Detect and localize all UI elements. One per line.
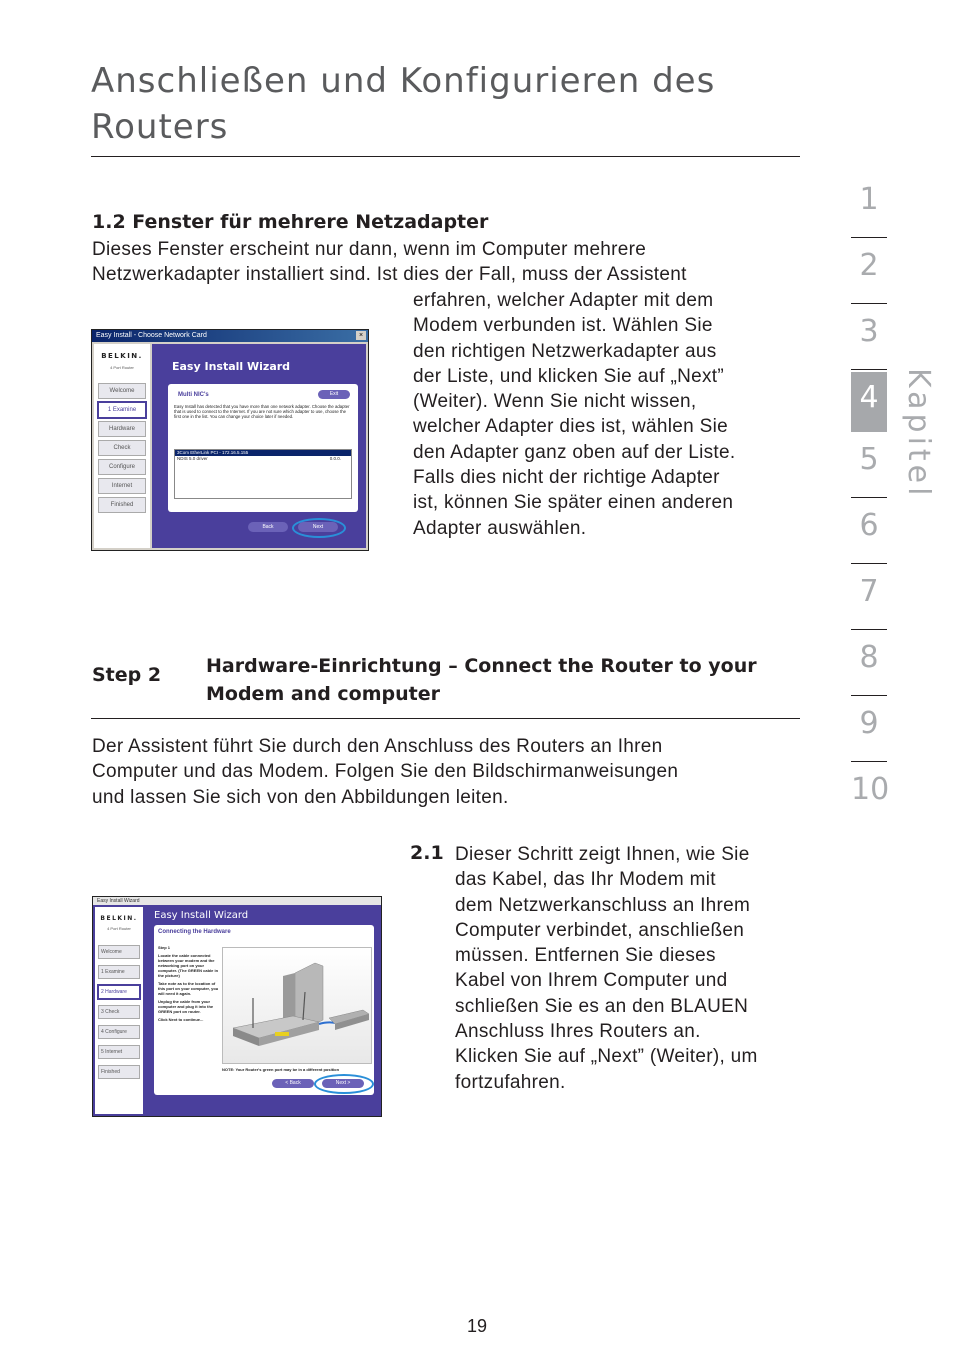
step-label: Step 2 bbox=[92, 664, 162, 686]
chapter-6[interactable]: 6 bbox=[851, 498, 887, 564]
wizard-main: Easy Install Wizard Multi NIC's Exit Easy Install has detected that you have more than one network adapter. Choose the adapter that is used to connect to the Internet. If you are not sure which adapter to use, choose the first one in the list. You can change your choice later if needed. 3Com EtherLink PCI - 172.16.5.155 NDIS 5.0 driver 0.0.0. Back Next bbox=[152, 344, 366, 548]
wizard-title: Easy Install Wizard bbox=[172, 360, 291, 373]
step-title: Hardware-Einrichtung – Connect the Router to your Modem and computer bbox=[206, 655, 757, 705]
belkin-logo: BELKIN. bbox=[101, 352, 143, 360]
hardware-illustration bbox=[222, 947, 372, 1064]
section-wrap-text: erfahren, welcher Adapter mit dem Modem verbunden ist. Wählen Sie den richtigen Netzwerkadapter aus der Liste, und klicken Sie auf „Next” (Weiter). Wenn Sie nicht wissen, welcher Adapter dies ist, wählen Sie den Adapter ganz oben auf der Liste. Falls dies nicht der richtige Adapter ist, können Sie später einen anderen Adapter auswählen. bbox=[413, 290, 736, 539]
close-icon: × bbox=[356, 331, 366, 340]
step-rule bbox=[91, 718, 800, 719]
window-titlebar: Easy Install - Choose Network Card × bbox=[92, 330, 368, 342]
highlight-circle bbox=[292, 518, 346, 538]
section-heading: 1.2 Fenster für mehrere Netzadapter bbox=[92, 211, 489, 233]
chapter-2[interactable]: 2 bbox=[851, 238, 887, 304]
screenshot-choose-network-card bbox=[91, 329, 369, 551]
highlight-circle bbox=[314, 1074, 374, 1094]
section-intro: Dieses Fenster erscheint nur dann, wenn im Computer mehrere Netzwerkadapter installiert sind. Ist dies der Fall, muss der Assistent bbox=[92, 239, 687, 286]
substep-number: 2.1 bbox=[410, 842, 444, 864]
chapter-1[interactable]: 1 bbox=[851, 172, 887, 238]
wizard-sidebar: BELKIN. 4 Port Router Welcome 1 Examine Hardware Check Configure Internet Finished bbox=[94, 344, 150, 548]
chapter-9[interactable]: 9 bbox=[851, 696, 887, 762]
wizard-sidebar: BELKIN. 4 Port Router Welcome 1 Examine 2 Hardware 3 Check 4 Configure 5 Internet Finished bbox=[95, 907, 143, 1114]
chapter-5[interactable]: 5 bbox=[851, 432, 887, 498]
page-number: 19 bbox=[466, 1316, 488, 1336]
chapter-3[interactable]: 3 bbox=[851, 304, 887, 370]
wizard-panel: Connecting the Hardware Step 1 Locate the cable connected between your modem and the networking port on your computer. (The GREEN cable in the picture) Take note as to the location of this port on your computer, you will need it again. Unplug the cable from your computer and plug it into the GREEN port on router. Click Next to continue... NOTE: Your Router's green port may be in a different position < Back Next > bbox=[154, 925, 374, 1095]
title-rule bbox=[91, 156, 800, 157]
nic-list: 3Com EtherLink PCI - 172.16.5.155 NDIS 5.0 driver 0.0.0. bbox=[174, 449, 352, 499]
chapter-8[interactable]: 8 bbox=[851, 630, 887, 696]
substep-text: Dieser Schritt zeigt Ihnen, wie Sie das Kabel, das Ihr Modem mit dem Netzwerkanschluss an Ihrem Computer verbindet, anschließen müssen. Entfernen Sie dieses Kabel von Ihrem Computer und schließen Sie es an den BLAUEN Anschluss Ihres Routers an. Klicken Sie auf „Next” (Weiter), um fortzufahren. bbox=[455, 844, 758, 1093]
wizard-panel: Multi NIC's Exit Easy Install has detected that you have more than one network adapter. Choose the adapter that is used to connect to the Internet. If you are not sure which adapter to use, choose the first one in the list. You can change your choice later if needed. 3Com EtherLink PCI - 172.16.5.155 NDIS 5.0 driver 0.0.0. bbox=[168, 384, 358, 512]
router-modem-illustration bbox=[223, 948, 371, 1063]
chapter-7[interactable]: 7 bbox=[851, 564, 887, 630]
belkin-logo: BELKIN. bbox=[100, 915, 138, 922]
window-titlebar: Easy Install Wizard bbox=[93, 897, 381, 905]
chapter-10[interactable]: 10 bbox=[851, 772, 890, 807]
wizard-main bbox=[144, 907, 379, 1114]
chapter-4-active[interactable]: 4 bbox=[851, 372, 887, 432]
page-title: Anschließen und Konfigurieren des Routers bbox=[91, 61, 716, 147]
step-intro: Der Assistent führt Sie durch den Anschluss des Routers an Ihren Computer und das Modem. Folgen Sie den Bildschirmanweisungen und lassen Sie sich von den Abbildungen leiten. bbox=[92, 736, 679, 808]
wizard-title: Easy Install Wizard bbox=[154, 910, 249, 921]
chapter-label: Kapitel bbox=[901, 368, 936, 500]
screenshot-connecting-hardware bbox=[92, 896, 382, 1117]
